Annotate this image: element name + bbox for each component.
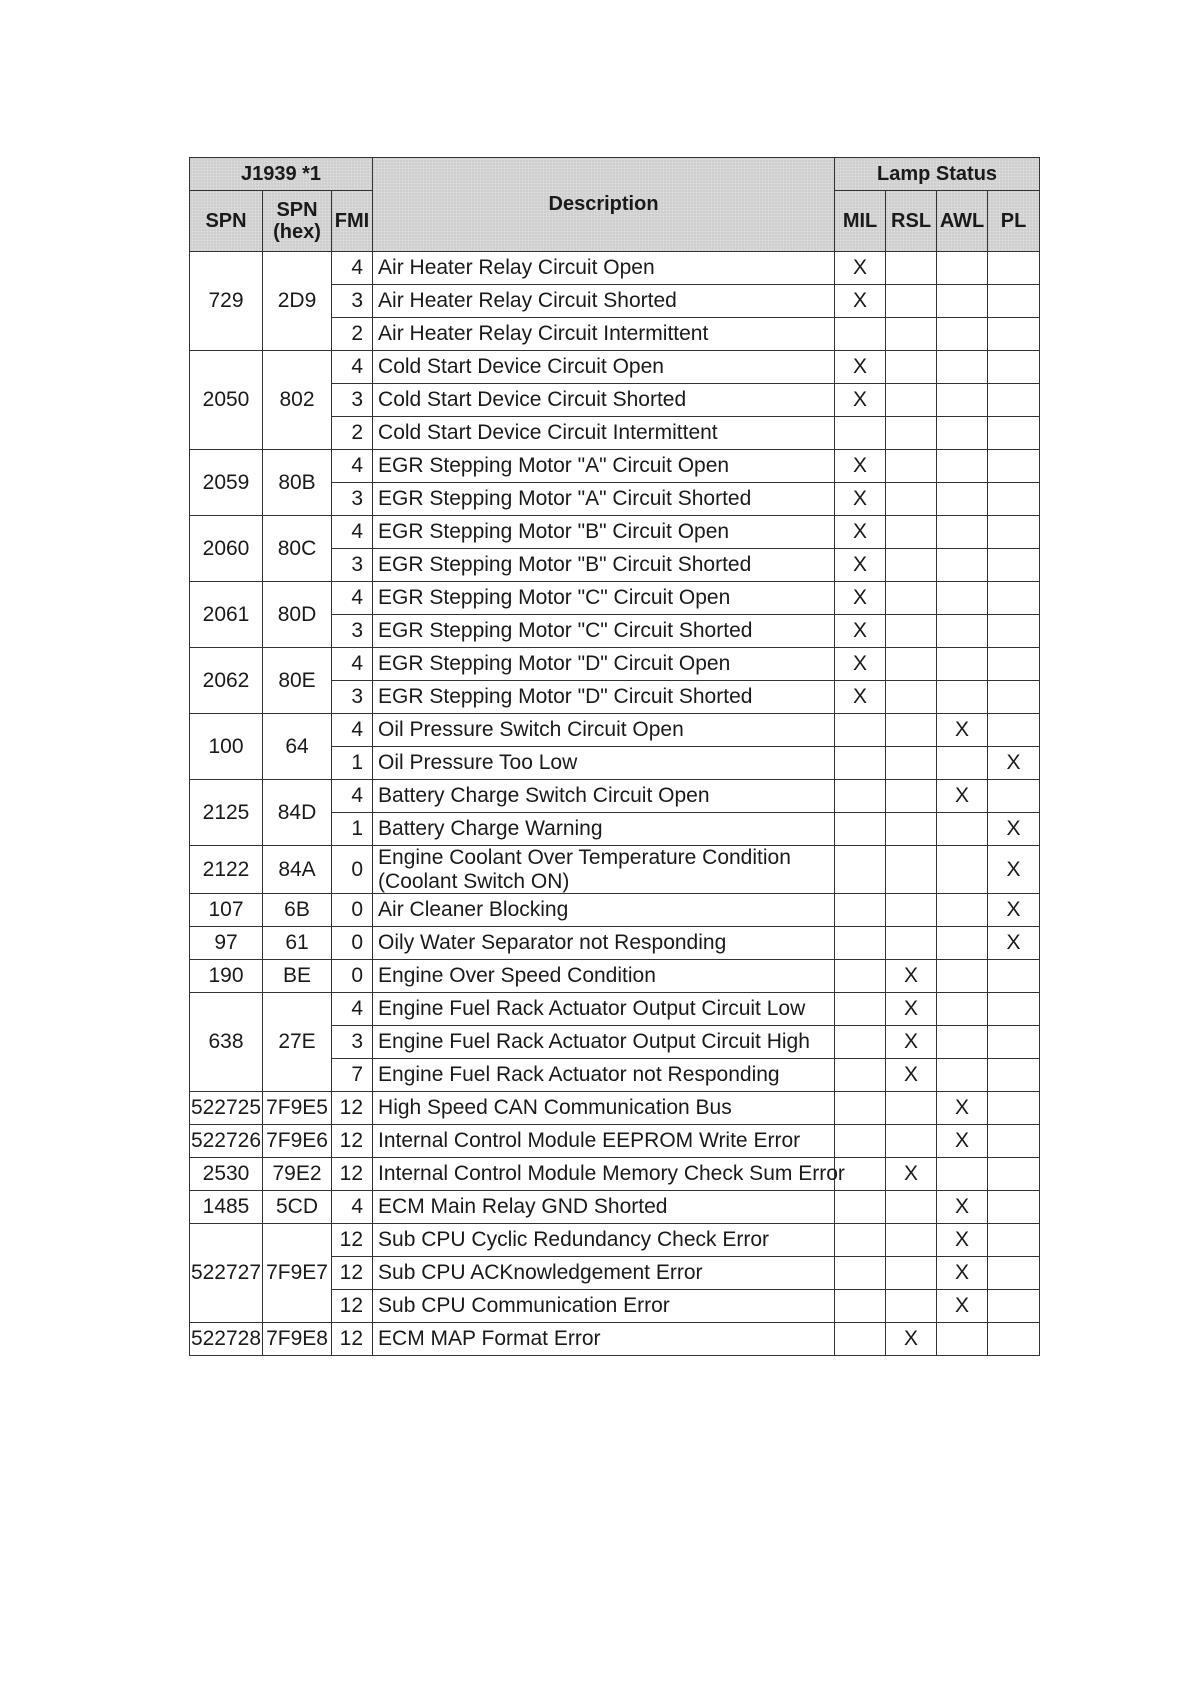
fmi-cell: 7 xyxy=(332,1059,373,1092)
mil-lamp-cell xyxy=(835,747,886,780)
spn-cell: 522725 xyxy=(190,1092,263,1125)
pl-lamp-cell: X xyxy=(988,747,1040,780)
rsl-lamp-cell xyxy=(886,285,937,318)
pl-lamp-cell xyxy=(988,648,1040,681)
fmi-cell: 12 xyxy=(332,1092,373,1125)
pl-lamp-cell xyxy=(988,1059,1040,1092)
description-cell: Oil Pressure Switch Circuit Open xyxy=(373,714,835,747)
fmi-cell: 12 xyxy=(332,1125,373,1158)
rsl-lamp-cell xyxy=(886,549,937,582)
fmi-cell: 1 xyxy=(332,813,373,846)
spn-cell: 522727 xyxy=(190,1224,263,1323)
pl-lamp-cell xyxy=(988,417,1040,450)
awl-lamp-cell xyxy=(937,516,988,549)
description-cell: Engine Fuel Rack Actuator not Responding xyxy=(373,1059,835,1092)
rsl-lamp-cell xyxy=(886,384,937,417)
mil-lamp-cell xyxy=(835,894,886,927)
awl-lamp-cell xyxy=(937,813,988,846)
awl-header: AWL xyxy=(937,191,988,252)
mil-lamp-cell: X xyxy=(835,285,886,318)
table-row xyxy=(190,450,1040,483)
pl-lamp-cell xyxy=(988,1323,1040,1356)
spn-cell: 2060 xyxy=(190,516,263,582)
pl-lamp-cell xyxy=(988,285,1040,318)
fmi-cell: 4 xyxy=(332,780,373,813)
fmi-cell: 4 xyxy=(332,582,373,615)
pl-lamp-cell xyxy=(988,1158,1040,1191)
mil-lamp-cell: X xyxy=(835,516,886,549)
mil-lamp-cell: X xyxy=(835,252,886,285)
table-row xyxy=(190,516,1040,549)
awl-lamp-cell: X xyxy=(937,1290,988,1323)
description-cell: Engine Fuel Rack Actuator Output Circuit Low xyxy=(373,993,835,1026)
awl-lamp-cell xyxy=(937,1323,988,1356)
spn-hex-header-line1: SPN xyxy=(276,198,318,221)
description-cell: EGR Stepping Motor "C" Circuit Open xyxy=(373,582,835,615)
rsl-lamp-cell xyxy=(886,351,937,384)
awl-lamp-cell xyxy=(937,285,988,318)
table-row xyxy=(190,648,1040,681)
fmi-cell: 3 xyxy=(332,615,373,648)
awl-lamp-cell: X xyxy=(937,1125,988,1158)
awl-lamp-cell xyxy=(937,747,988,780)
table-row xyxy=(190,252,1040,285)
table-row xyxy=(190,1224,1040,1257)
spn-hex-cell: 7F9E8 xyxy=(263,1323,332,1356)
table-row xyxy=(190,714,1040,747)
mil-lamp-cell xyxy=(835,993,886,1026)
table-row xyxy=(190,960,1040,993)
awl-lamp-cell: X xyxy=(937,780,988,813)
mil-lamp-cell xyxy=(835,927,886,960)
spn-hex-cell: 61 xyxy=(263,927,332,960)
pl-lamp-cell xyxy=(988,450,1040,483)
description-cell: Engine Fuel Rack Actuator Output Circuit High xyxy=(373,1026,835,1059)
mil-lamp-cell xyxy=(835,1026,886,1059)
table-row xyxy=(190,846,1040,894)
fmi-cell: 3 xyxy=(332,681,373,714)
rsl-lamp-cell xyxy=(886,927,937,960)
awl-lamp-cell xyxy=(937,351,988,384)
mil-lamp-cell: X xyxy=(835,384,886,417)
spn-hex-cell: 80C xyxy=(263,516,332,582)
awl-lamp-cell: X xyxy=(937,714,988,747)
rsl-lamp-cell xyxy=(886,714,937,747)
rsl-lamp-cell xyxy=(886,1092,937,1125)
fmi-cell: 2 xyxy=(332,318,373,351)
awl-lamp-cell: X xyxy=(937,1092,988,1125)
table-row xyxy=(190,894,1040,927)
spn-cell: 522726 xyxy=(190,1125,263,1158)
dtc-table xyxy=(189,157,1040,1356)
pl-lamp-cell xyxy=(988,993,1040,1026)
mil-lamp-cell xyxy=(835,1059,886,1092)
fmi-cell: 4 xyxy=(332,1191,373,1224)
spn-hex-header-line2: (hex) xyxy=(273,221,321,243)
spn-hex-cell: 80D xyxy=(263,582,332,648)
mil-lamp-cell xyxy=(835,960,886,993)
pl-header: PL xyxy=(988,191,1040,252)
spn-hex-cell: 27E xyxy=(263,993,332,1092)
table-row xyxy=(190,780,1040,813)
awl-lamp-cell: X xyxy=(937,1224,988,1257)
pl-lamp-cell: X xyxy=(988,894,1040,927)
spn-hex-header xyxy=(263,191,332,252)
pl-lamp-cell xyxy=(988,1125,1040,1158)
rsl-lamp-cell xyxy=(886,483,937,516)
description-cell: Sub CPU Communication Error xyxy=(373,1290,835,1323)
description-cell: Cold Start Device Circuit Shorted xyxy=(373,384,835,417)
spn-header: SPN xyxy=(190,191,263,252)
description-cell: Sub CPU Cyclic Redundancy Check Error xyxy=(373,1224,835,1257)
fmi-cell: 3 xyxy=(332,1026,373,1059)
description-cell: ECM MAP Format Error xyxy=(373,1323,835,1356)
rsl-lamp-cell xyxy=(886,1125,937,1158)
awl-lamp-cell xyxy=(937,615,988,648)
pl-lamp-cell xyxy=(988,549,1040,582)
rsl-lamp-cell xyxy=(886,1290,937,1323)
rsl-lamp-cell xyxy=(886,813,937,846)
description-cell: Cold Start Device Circuit Intermittent xyxy=(373,417,835,450)
spn-hex-cell: 84D xyxy=(263,780,332,846)
fmi-cell: 0 xyxy=(332,927,373,960)
pl-lamp-cell xyxy=(988,780,1040,813)
awl-lamp-cell xyxy=(937,648,988,681)
spn-hex-cell: 80B xyxy=(263,450,332,516)
description-cell: Engine Coolant Over Temperature Condition (Coolant Switch ON) xyxy=(373,846,835,894)
rsl-lamp-cell xyxy=(886,1257,937,1290)
spn-hex-cell: 2D9 xyxy=(263,252,332,351)
description-cell: EGR Stepping Motor "B" Circuit Open xyxy=(373,516,835,549)
pl-lamp-cell: X xyxy=(988,927,1040,960)
pl-lamp-cell xyxy=(988,384,1040,417)
mil-lamp-cell xyxy=(835,813,886,846)
spn-cell: 522728 xyxy=(190,1323,263,1356)
pl-lamp-cell xyxy=(988,960,1040,993)
awl-lamp-cell xyxy=(937,927,988,960)
mil-lamp-cell: X xyxy=(835,648,886,681)
pl-lamp-cell xyxy=(988,516,1040,549)
fmi-header: FMI xyxy=(332,191,373,252)
rsl-lamp-cell xyxy=(886,252,937,285)
pl-lamp-cell xyxy=(988,1224,1040,1257)
description-cell: Sub CPU ACKnowledgement Error xyxy=(373,1257,835,1290)
mil-lamp-cell: X xyxy=(835,582,886,615)
description-cell: EGR Stepping Motor "B" Circuit Shorted xyxy=(373,549,835,582)
spn-cell: 2059 xyxy=(190,450,263,516)
description-cell: EGR Stepping Motor "A" Circuit Open xyxy=(373,450,835,483)
fmi-cell: 4 xyxy=(332,252,373,285)
spn-hex-cell: 6B xyxy=(263,894,332,927)
rsl-lamp-cell xyxy=(886,516,937,549)
rsl-lamp-cell xyxy=(886,417,937,450)
mil-lamp-cell: X xyxy=(835,681,886,714)
awl-lamp-cell xyxy=(937,384,988,417)
spn-cell: 2050 xyxy=(190,351,263,450)
description-cell: Air Cleaner Blocking xyxy=(373,894,835,927)
rsl-lamp-cell xyxy=(886,681,937,714)
description-cell: ECM Main Relay GND Shorted xyxy=(373,1191,835,1224)
spn-cell: 638 xyxy=(190,993,263,1092)
description-cell: Oil Pressure Too Low xyxy=(373,747,835,780)
spn-hex-cell: 7F9E7 xyxy=(263,1224,332,1323)
fmi-cell: 4 xyxy=(332,993,373,1026)
pl-lamp-cell: X xyxy=(988,813,1040,846)
awl-lamp-cell: X xyxy=(937,1191,988,1224)
rsl-lamp-cell xyxy=(886,1191,937,1224)
awl-lamp-cell xyxy=(937,549,988,582)
description-cell: Engine Over Speed Condition xyxy=(373,960,835,993)
spn-hex-cell: 79E2 xyxy=(263,1158,332,1191)
spn-hex-cell: 64 xyxy=(263,714,332,780)
rsl-lamp-cell xyxy=(886,615,937,648)
mil-lamp-cell xyxy=(835,846,886,894)
awl-lamp-cell xyxy=(937,894,988,927)
pl-lamp-cell xyxy=(988,318,1040,351)
fmi-cell: 4 xyxy=(332,450,373,483)
mil-lamp-cell: X xyxy=(835,450,886,483)
table-row xyxy=(190,993,1040,1026)
spn-hex-cell: 7F9E6 xyxy=(263,1125,332,1158)
description-cell: Internal Control Module Memory Check Sum Error xyxy=(373,1158,835,1191)
mil-lamp-cell xyxy=(835,714,886,747)
pl-lamp-cell xyxy=(988,1290,1040,1323)
fmi-cell: 12 xyxy=(332,1257,373,1290)
awl-lamp-cell xyxy=(937,252,988,285)
spn-cell: 2530 xyxy=(190,1158,263,1191)
mil-lamp-cell xyxy=(835,1290,886,1323)
description-cell: Internal Control Module EEPROM Write Error xyxy=(373,1125,835,1158)
description-cell: EGR Stepping Motor "C" Circuit Shorted xyxy=(373,615,835,648)
spn-hex-cell: 84A xyxy=(263,846,332,894)
rsl-header: RSL xyxy=(886,191,937,252)
description-cell: Air Heater Relay Circuit Open xyxy=(373,252,835,285)
table-row xyxy=(190,1191,1040,1224)
mil-lamp-cell xyxy=(835,780,886,813)
awl-lamp-cell: X xyxy=(937,1257,988,1290)
mil-lamp-cell: X xyxy=(835,483,886,516)
spn-cell: 107 xyxy=(190,894,263,927)
fmi-cell: 3 xyxy=(332,483,373,516)
description-cell: EGR Stepping Motor "D" Circuit Open xyxy=(373,648,835,681)
spn-cell: 2062 xyxy=(190,648,263,714)
awl-lamp-cell xyxy=(937,318,988,351)
description-cell: Air Heater Relay Circuit Shorted xyxy=(373,285,835,318)
rsl-lamp-cell xyxy=(886,318,937,351)
description-header: Description xyxy=(373,158,835,252)
pl-lamp-cell xyxy=(988,615,1040,648)
spn-cell: 97 xyxy=(190,927,263,960)
rsl-lamp-cell xyxy=(886,747,937,780)
fmi-cell: 3 xyxy=(332,285,373,318)
awl-lamp-cell xyxy=(937,846,988,894)
awl-lamp-cell xyxy=(937,681,988,714)
fmi-cell: 0 xyxy=(332,894,373,927)
fmi-cell: 12 xyxy=(332,1158,373,1191)
description-cell: Battery Charge Warning xyxy=(373,813,835,846)
description-cell: EGR Stepping Motor "D" Circuit Shorted xyxy=(373,681,835,714)
fmi-cell: 12 xyxy=(332,1323,373,1356)
mil-lamp-cell: X xyxy=(835,549,886,582)
mil-lamp-cell xyxy=(835,318,886,351)
description-cell: Oily Water Separator not Responding xyxy=(373,927,835,960)
rsl-lamp-cell xyxy=(886,648,937,681)
pl-lamp-cell xyxy=(988,1191,1040,1224)
pl-lamp-cell xyxy=(988,582,1040,615)
spn-hex-cell: BE xyxy=(263,960,332,993)
awl-lamp-cell xyxy=(937,483,988,516)
rsl-lamp-cell: X xyxy=(886,993,937,1026)
table-row xyxy=(190,1125,1040,1158)
spn-hex-cell: 80E xyxy=(263,648,332,714)
mil-lamp-cell xyxy=(835,1257,886,1290)
pl-lamp-cell xyxy=(988,1257,1040,1290)
pl-lamp-cell xyxy=(988,1026,1040,1059)
spn-cell: 2125 xyxy=(190,780,263,846)
rsl-lamp-cell xyxy=(886,1224,937,1257)
fmi-cell: 4 xyxy=(332,351,373,384)
rsl-lamp-cell xyxy=(886,780,937,813)
spn-hex-cell: 7F9E5 xyxy=(263,1092,332,1125)
mil-lamp-cell xyxy=(835,1323,886,1356)
spn-cell: 1485 xyxy=(190,1191,263,1224)
mil-header: MIL xyxy=(835,191,886,252)
mil-lamp-cell xyxy=(835,1125,886,1158)
table-row xyxy=(190,1092,1040,1125)
mil-lamp-cell: X xyxy=(835,615,886,648)
rsl-lamp-cell xyxy=(886,582,937,615)
fmi-cell: 3 xyxy=(332,549,373,582)
table-row xyxy=(190,1158,1040,1191)
rsl-lamp-cell: X xyxy=(886,1026,937,1059)
pl-lamp-cell xyxy=(988,714,1040,747)
awl-lamp-cell xyxy=(937,1158,988,1191)
description-cell: Cold Start Device Circuit Open xyxy=(373,351,835,384)
spn-hex-cell: 802 xyxy=(263,351,332,450)
table-row xyxy=(190,927,1040,960)
j1939-group-header: J1939 *1 xyxy=(190,158,373,191)
fmi-cell: 12 xyxy=(332,1224,373,1257)
awl-lamp-cell xyxy=(937,993,988,1026)
rsl-lamp-cell: X xyxy=(886,960,937,993)
table-header xyxy=(190,158,1040,252)
rsl-lamp-cell xyxy=(886,894,937,927)
spn-cell: 729 xyxy=(190,252,263,351)
pl-lamp-cell xyxy=(988,483,1040,516)
awl-lamp-cell xyxy=(937,1026,988,1059)
lamp-status-header: Lamp Status xyxy=(835,158,1040,191)
fmi-cell: 12 xyxy=(332,1290,373,1323)
rsl-lamp-cell: X xyxy=(886,1158,937,1191)
awl-lamp-cell xyxy=(937,1059,988,1092)
description-cell: EGR Stepping Motor "A" Circuit Shorted xyxy=(373,483,835,516)
fmi-cell: 1 xyxy=(332,747,373,780)
spn-cell: 100 xyxy=(190,714,263,780)
mil-lamp-cell: X xyxy=(835,351,886,384)
mil-lamp-cell xyxy=(835,1224,886,1257)
rsl-lamp-cell: X xyxy=(886,1323,937,1356)
pl-lamp-cell xyxy=(988,351,1040,384)
rsl-lamp-cell: X xyxy=(886,1059,937,1092)
mil-lamp-cell xyxy=(835,1191,886,1224)
description-cell: Air Heater Relay Circuit Intermittent xyxy=(373,318,835,351)
description-cell: High Speed CAN Communication Bus xyxy=(373,1092,835,1125)
fmi-cell: 4 xyxy=(332,714,373,747)
spn-hex-cell: 5CD xyxy=(263,1191,332,1224)
spn-cell: 190 xyxy=(190,960,263,993)
awl-lamp-cell xyxy=(937,417,988,450)
fmi-cell: 4 xyxy=(332,516,373,549)
spn-cell: 2122 xyxy=(190,846,263,894)
fmi-cell: 3 xyxy=(332,384,373,417)
table-row xyxy=(190,351,1040,384)
rsl-lamp-cell xyxy=(886,846,937,894)
awl-lamp-cell xyxy=(937,450,988,483)
spn-cell: 2061 xyxy=(190,582,263,648)
pl-lamp-cell xyxy=(988,681,1040,714)
table-body xyxy=(190,252,1040,1356)
awl-lamp-cell xyxy=(937,960,988,993)
table-row xyxy=(190,582,1040,615)
fmi-cell: 4 xyxy=(332,648,373,681)
fmi-cell: 2 xyxy=(332,417,373,450)
mil-lamp-cell xyxy=(835,1092,886,1125)
fmi-cell: 0 xyxy=(332,846,373,894)
pl-lamp-cell: X xyxy=(988,846,1040,894)
awl-lamp-cell xyxy=(937,582,988,615)
description-cell: Battery Charge Switch Circuit Open xyxy=(373,780,835,813)
table-row xyxy=(190,1323,1040,1356)
pl-lamp-cell xyxy=(988,252,1040,285)
pl-lamp-cell xyxy=(988,1092,1040,1125)
mil-lamp-cell xyxy=(835,417,886,450)
rsl-lamp-cell xyxy=(886,450,937,483)
fmi-cell: 0 xyxy=(332,960,373,993)
